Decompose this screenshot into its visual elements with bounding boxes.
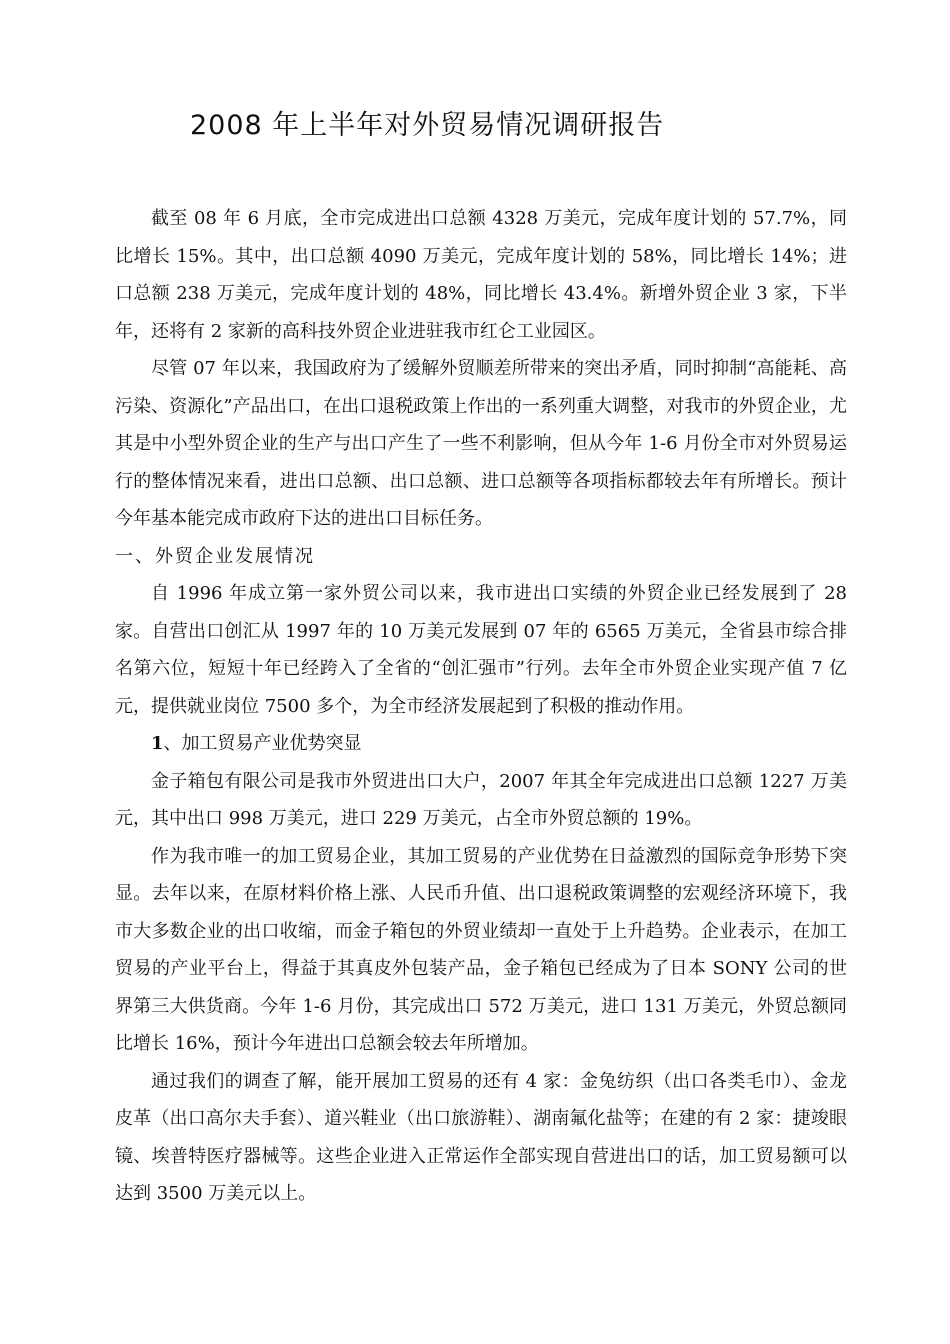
section-heading: 一、外贸企业发展情况	[115, 545, 315, 567]
sub-heading	[115, 725, 847, 763]
document-title: 2008 年上半年对外贸易情况调研报告	[190, 110, 665, 141]
sub-heading-text: 、加工贸易产业优势突显	[163, 733, 362, 754]
paragraph-jinzi-luggage: 金子箱包有限公司是我市外贸进出口大户，2007 年其全年完成进出口总额 1227 万美元，其中出口 998 万美元，进口 229 万美元，占全市外贸总额的 19%。	[115, 770, 847, 829]
paragraph-enterprise-development: 自 1996 年成立第一家外贸公司以来，我市进出口实绩的外贸企业已经发展到了 28 家。自营出口创汇从 1997 年的 10 万美元发展到 07 年的 6565 万美元，全省县市综合排名第六位，短短十年已经跨入了全省的“创汇强市”行列。去年全市外贸企业实现产值 7 亿元，提供就业岗位 7500 多个，为全市经济发展起到了积极的推动作用。	[115, 583, 847, 717]
paragraph-trade-summary: 截至 08 年 6 月底，全市完成进出口总额 4328 万美元，完成年度计划的 57.7%，同比增长 15%。其中，出口总额 4090 万美元，完成年度计划的 58%，同比增长 14%；进口总额 238 万美元，完成年度计划的 48%，同比增长 43.4%。新增外贸企业 3 家，下半年，还将有 2 家新的高科技外贸企业进驻我市红仑工业园区。	[115, 208, 847, 342]
paragraph-survey-findings: 通过我们的调查了解，能开展加工贸易的还有 4 家：金兔纺织（出口各类毛巾）、金龙皮革（出口高尔夫手套）、道兴鞋业（出口旅游鞋）、湖南氟化盐等；在建的有 2 家：捷竣眼镜、埃普特医疗器械等。这些企业进入正常运作全部实现自营进出口的话，加工贸易额可以达到 3500 万美元以上。	[115, 1070, 847, 1204]
paragraph-policy-impact: 尽管 07 年以来，我国政府为了缓解外贸顺差所带来的突出矛盾，同时抑制“高能耗、高污染、资源化”产品出口，在出口退税政策上作出的一系列重大调整，对我市的外贸企业，尤其是中小型外贸企业的生产与出口产生了一些不利影响，但从今年 1-6 月份全市对外贸易运行的整体情况来看，进出口总额、出口总额、进口总额等各项指标都较去年有所增长。预计今年基本能完成市政府下达的进出口目标任务。	[115, 358, 847, 529]
paragraph-processing-trade: 作为我市唯一的加工贸易企业，其加工贸易的产业优势在日益激烈的国际竞争形势下突显。去年以来，在原材料价格上涨、人民币升值、出口退税政策调整的宏观经济环境下，我市大多数企业的出口收缩，而金子箱包的外贸业绩却一直处于上升趋势。企业表示，在加工贸易的产业平台上，得益于其真皮外包装产品，金子箱包已经成为了日本 SONY 公司的世界第三大供货商。今年 1-6 月份，其完成出口 572 万美元，进口 131 万美元，外贸总额同比增长 16%，预计今年进出口总额会较去年所增加。	[115, 845, 847, 1054]
document-body	[115, 200, 847, 1213]
sub-heading-number: 1	[151, 733, 164, 754]
